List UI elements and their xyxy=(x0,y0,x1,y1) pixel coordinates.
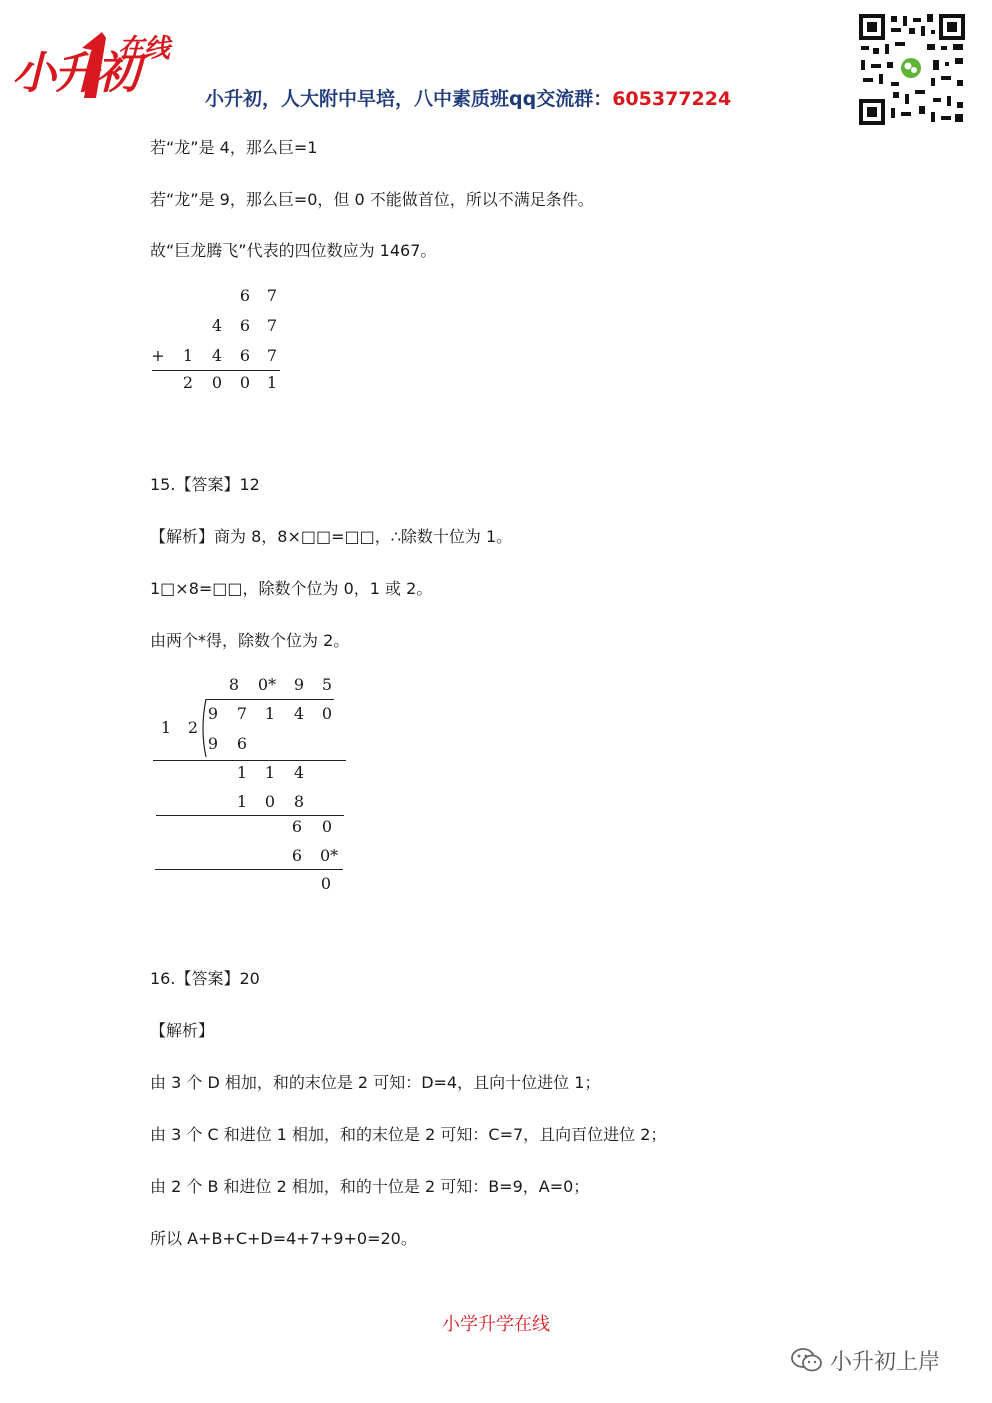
digit: 0* xyxy=(320,846,339,865)
digit: 1 xyxy=(264,763,276,782)
digit: 1 xyxy=(182,346,194,365)
header-group-line xyxy=(205,88,731,111)
text-line: 若“龙”是 9，那么巨=0，但 0 不能做首位，所以不满足条件。 xyxy=(150,190,594,209)
digit: 0 xyxy=(211,373,223,392)
footer-title: 小学升学在线 xyxy=(442,1314,550,1335)
question-15-title: 15.【答案】12 xyxy=(150,475,260,494)
logo-text: 小升初 xyxy=(12,48,138,99)
text-line: 若“龙”是 4，那么巨=1 xyxy=(150,138,318,157)
text-line: 由 2 个 B 和进位 2 相加，和的十位是 2 可知：B=9，A=0； xyxy=(150,1177,590,1196)
watermark xyxy=(790,1345,940,1376)
text-line: 由 3 个 D 相加，和的末位是 2 可知：D=4，且向十位进位 1； xyxy=(150,1073,601,1092)
digit: 1 xyxy=(236,792,248,811)
digit: 0 xyxy=(264,792,276,811)
qr-code-icon xyxy=(857,12,967,127)
digit: 6 xyxy=(239,316,251,335)
digit: 7 xyxy=(266,316,278,335)
text-line: 由两个*得，除数个位为 2。 xyxy=(150,631,350,650)
digit: 0 xyxy=(320,874,332,893)
text-line: 所以 A+B+C+D=4+7+9+0=20。 xyxy=(150,1229,417,1248)
wechat-icon xyxy=(790,1347,824,1373)
watermark-text: 小升初上岸 xyxy=(830,1350,941,1375)
text-line: 【解析】 xyxy=(150,1021,215,1040)
digit: 0 xyxy=(321,704,333,723)
digit: 0 xyxy=(239,373,251,392)
digit: 4 xyxy=(211,346,223,365)
digit: 9 xyxy=(207,734,219,753)
digit: 6 xyxy=(239,286,251,305)
digit: 6 xyxy=(236,734,248,753)
digit: 7 xyxy=(266,346,278,365)
digit: 5 xyxy=(321,675,333,694)
digit: 7 xyxy=(266,286,278,305)
group-text: 小升初，人大附中早培，八中素质班qq交流群： xyxy=(205,88,613,110)
division-bar xyxy=(206,699,334,700)
digit: 1 xyxy=(264,704,276,723)
text-line: 由 3 个 C 和进位 1 相加，和的末位是 2 可知：C=7，且向百位进位 2； xyxy=(150,1125,667,1144)
subtract-rule xyxy=(155,869,343,870)
digit: 7 xyxy=(236,704,248,723)
digit: 4 xyxy=(293,704,305,723)
digit: 0* xyxy=(257,675,277,694)
sum-rule xyxy=(152,370,280,371)
digit: 9 xyxy=(207,704,219,723)
group-number: 605377224 xyxy=(612,88,732,110)
digit: 1 xyxy=(266,373,278,392)
question-16-title: 16.【答案】20 xyxy=(150,969,260,988)
digit: 1 xyxy=(236,763,248,782)
digit: 6 xyxy=(239,346,251,365)
digit: 9 xyxy=(293,675,305,694)
logo-subtext: 在线 xyxy=(118,34,171,64)
text-line: 1□×8=□□，除数个位为 0，1 或 2。 xyxy=(150,579,433,598)
text-line: 【解析】商为 8，8×□□=□□，∴除数十位为 1。 xyxy=(150,527,513,546)
digit: 2 xyxy=(182,373,194,392)
qr-code xyxy=(857,12,967,127)
text-line: 故“巨龙腾飞”代表的四位数应为 1467。 xyxy=(150,241,437,260)
subtract-rule xyxy=(153,760,346,761)
digit: 2 xyxy=(187,718,199,737)
digit: 0 xyxy=(321,817,333,836)
digit: 1 xyxy=(160,718,172,737)
subtract-rule xyxy=(156,815,344,816)
digit: 6 xyxy=(291,846,303,865)
digit: 6 xyxy=(291,817,303,836)
digit: 4 xyxy=(293,763,305,782)
plus-sign: + xyxy=(151,346,165,365)
digit: 4 xyxy=(211,316,223,335)
digit: 8 xyxy=(228,675,240,694)
digit: 8 xyxy=(293,792,305,811)
